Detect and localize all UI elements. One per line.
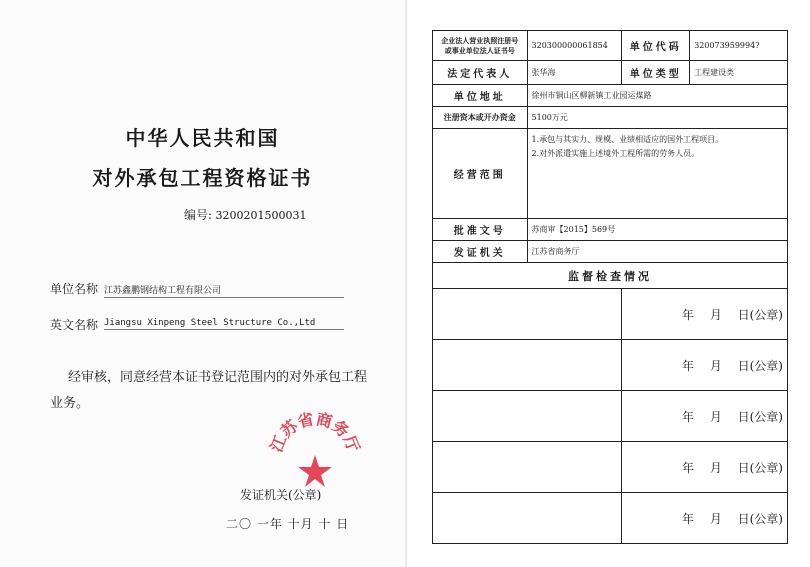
unit-code-label: 单位代码 <box>622 31 690 61</box>
legal-rep-label: 法定代表人 <box>433 61 528 85</box>
stamp-date: 年 月 日(公章) <box>622 391 788 442</box>
table-row-capital <box>433 107 788 129</box>
english-name-label: 英文名称 <box>50 318 99 332</box>
capital-value: 5100万元 <box>527 107 787 129</box>
stamp-date: 年 月 日(公章) <box>622 340 788 391</box>
stamp-row <box>433 493 788 544</box>
table-row-approval-doc <box>433 219 788 241</box>
stamp-date: 年 月 日(公章) <box>622 289 788 340</box>
stamp-row-blank <box>433 289 622 340</box>
address-label: 单位地址 <box>433 85 528 107</box>
unit-code-value: 320073959994? <box>690 31 788 61</box>
certificate-number <box>184 206 307 223</box>
legal-rep-value: 张华海 <box>527 61 622 85</box>
table-row-legal-rep <box>433 61 788 85</box>
table-row-issuing-authority <box>433 241 788 263</box>
scope-item-1: 1.承包与其实力、规模、业绩相适应的国外工程项目。 <box>531 135 724 144</box>
address-value: 徐州市铜山区柳新镇工业园运煤路 <box>527 85 787 107</box>
approval-text-line1: 经审核，同意经营本证书登记范围内的对外承包工程 <box>68 370 368 385</box>
scope-label: 经营范围 <box>433 129 528 219</box>
stamp-row-blank <box>433 391 622 442</box>
issue-date: 二〇 一年 十月 十 日 <box>226 517 350 531</box>
reg-no-label-line2: 或事业单位法人证书号 <box>444 45 515 55</box>
stamp-row <box>433 340 788 391</box>
certificate-title-line1: 中华人民共和国 <box>125 126 280 150</box>
stamp-row-blank <box>433 340 622 391</box>
approval-doc-value: 苏商审【2015】569号 <box>527 219 787 241</box>
scope-item-2: 2.对外派遣实施上述境外工程所需的劳务人员。 <box>531 149 700 158</box>
stamp-row <box>433 289 788 340</box>
reg-no-label-line1: 企业法人营业执照注册号 <box>441 35 519 45</box>
unit-name-value: 江苏鑫鹏钢结构工程有限公司 <box>104 283 344 298</box>
table-row-scope <box>433 129 788 219</box>
stamp-row-blank <box>433 442 622 493</box>
english-name-value: Jiangsu Xinpeng Steel Structure Co.,Ltd <box>104 318 344 330</box>
table-row-supervision-header <box>433 263 788 289</box>
certificate-number-value: 3200201500031 <box>215 209 307 222</box>
unit-type-label: 单位类型 <box>622 61 690 85</box>
table-row-address <box>433 85 788 107</box>
certificate-title-line2: 对外承包工程资格证书 <box>92 166 313 190</box>
svg-text:江苏省商务厅 <box>266 409 363 455</box>
supervision-header: 监督检查情况 <box>433 263 788 289</box>
seal-star-icon <box>298 455 332 487</box>
stamp-row-blank <box>433 493 622 544</box>
reg-no-value: 320300000061854 <box>527 31 622 61</box>
approval-text-line2: 业务。 <box>50 396 90 411</box>
stamp-date: 年 月 日(公章) <box>622 493 788 544</box>
reg-no-label <box>433 31 528 61</box>
table-row-registration <box>433 31 788 61</box>
seal-text: 江苏省商务厅 <box>266 409 364 455</box>
issuing-authority-label: 发证机关 <box>433 241 528 263</box>
approval-doc-label: 批准文号 <box>433 219 528 241</box>
stamp-row <box>433 442 788 493</box>
issuer-label: 发证机关(公章) <box>240 488 322 502</box>
issuing-authority-value: 江苏省商务厅 <box>527 241 787 263</box>
details-table <box>432 30 788 544</box>
scope-value <box>527 129 787 219</box>
certificate-number-label: 编号: <box>184 208 213 222</box>
unit-name-label: 单位名称 <box>50 282 99 296</box>
unit-type-value: 工程建设类 <box>690 61 788 85</box>
capital-label: 注册资本或开办资金 <box>433 107 528 129</box>
stamp-row <box>433 391 788 442</box>
stamp-date: 年 月 日(公章) <box>622 442 788 493</box>
